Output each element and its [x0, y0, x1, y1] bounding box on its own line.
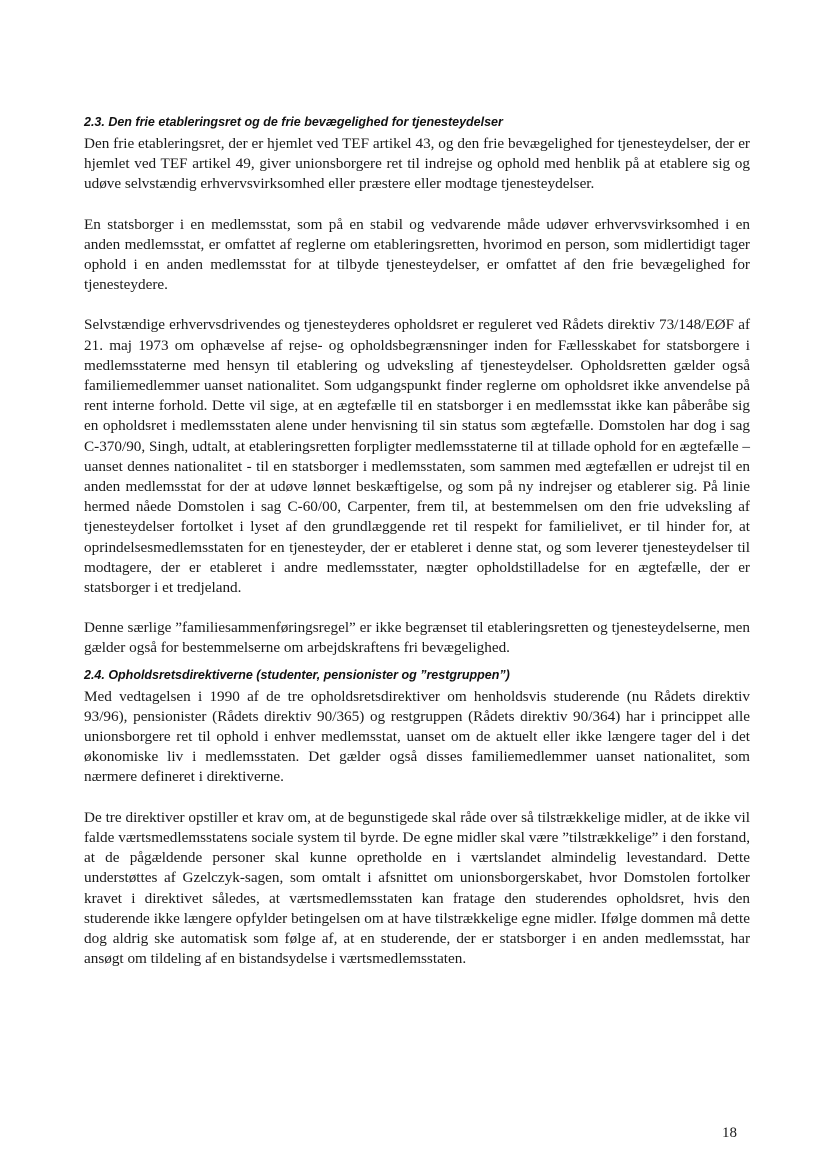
paragraph: En statsborger i en medlemsstat, som på en stabil og vedvarende måde udøver erhvervsvirksomhed i en anden medlemsstat, er omfattet af reglerne om etableringsretten, hvorimod en person, som midlertidigt tager ophold i en anden medlemsstat for at tilbyde tjenesteydelser, er omfattet af den frie bevægelighed for tjenesteydere.: [84, 215, 750, 294]
paragraph: Med vedtagelsen i 1990 af de tre opholdsretsdirektiver om henholdsvis studerende (nu Rådets direktiv 93/96), pensionister (Rådets direktiv 90/365) og restgruppen (Rådets direktiv 90/364) har i princippet alle unionsborgere ret til ophold i enhver medlemsstat, uanset om de aktuelt eller ikke længere tager del i det økonomiske liv i medlemsstaten. Det gælder også disses familiemedlemmer uanset nationalitet, som nærmere defineret i direktiverne.: [84, 687, 750, 786]
section-heading-2-4: 2.4. Opholdsretsdirektiverne (studenter, pensionister og ”restgruppen”): [84, 667, 510, 682]
document-body: [84, 114, 750, 969]
section-heading-2-3: 2.3. Den frie etableringsret og de frie bevægelighed for tjenesteydelser: [84, 115, 503, 129]
paragraph: Denne særlige ”familiesammenføringsregel” er ikke begrænset til etableringsretten og tjenesteydelserne, men gælder også for bestemmelserne om arbejdskraftens fri bevægelighed.: [84, 619, 750, 657]
paragraph: De tre direktiver opstiller et krav om, at de begunstigede skal råde over så tilstrækkelige midler, at de ikke vil falde værtsmedlemsstatens sociale system til byrde. De egne midler skal være ”tilstrækkelige” i den forstand, at de pågældende personer skal kunne opretholde en i værtslandet almindelig levestandard. Dette understøttes af Gzelczyk-sagen, som omtalt i afsnittet om unionsborgerskabet, hvor Domstolen fortolker kravet i direktivet således, at værtsmedlemsstaten kan fratage den studerendes opholdsret, hvis den studerende ikke længere opfylder betingelsen om at have tilstrækkelige egne midler. Ifølge dommen må dette dog aldrig ske automatisk som følge af, at en studerende, der er statsborger i en anden medlemsstat, har ansøgt om tildeling af en bistandsydelse i værtsmedlemsstaten.: [84, 808, 750, 968]
paragraph: Den frie etableringsret, der er hjemlet ved TEF artikel 43, og den frie bevægelighed for tjenesteydelser, der er hjemlet ved TEF artikel 49, giver unionsborgere ret til indrejse og ophold med henblik på at etablere sig og udøve selvstændig erhvervsvirksomhed eller præstere eller modtage tjenesteydelser.: [84, 135, 750, 193]
paragraph: Selvstændige erhvervsdrivendes og tjenesteyderes opholdsret er reguleret ved Rådets direktiv 73/148/EØF af 21. maj 1973 om ophævelse af rejse- og opholdsbegrænsninger inden for Fællesskabet for statsborgere i medlemsstaterne med hensyn til etablering og udveksling af tjenesteydelser. Opholdsretten gælder også familiemedlemmer uanset nationalitet. Som udgangspunkt finder reglerne om opholdsret ikke anvendelse på rent interne forhold. Dette vil sige, at en ægtefælle til en statsborger i en medlemsstat ikke kan påberåbe sig en opholdsret i medlemsstaten alene under henvisning til sin status som ægtefælle. Domstolen har dog i sag C-370/90, Singh, udtalt, at etableringsretten forpligter medlemsstaterne til at tillade ophold for en ægtefælle – uanset dennes nationalitet - til en statsborger i medlemsstaten, som sammen med ægtefællen er udrejst til en anden medlemsstat for der at udøve lønnet beskæftigelse, og som på ny indrejser og etablerer sig. På linie hermed nåede Domstolen i sag C-60/00, Carpenter, frem til, at bestemmelsen om den frie udveksling af tjenesteydelser fortolket i lyset af den grundlæggende ret til respekt for familielivet, er til hinder for, at oprindelsesmedlemsstaten for en tjenesteyder, der er etableret i denne stat, og som leverer tjenesteydelser til modtagere, der er etableret i andre medlemsstater, nægter opholdstilladelse for en ægtefælle, der er statsborger i et tredjeland.: [84, 316, 750, 597]
page-number: 18: [722, 1125, 737, 1141]
